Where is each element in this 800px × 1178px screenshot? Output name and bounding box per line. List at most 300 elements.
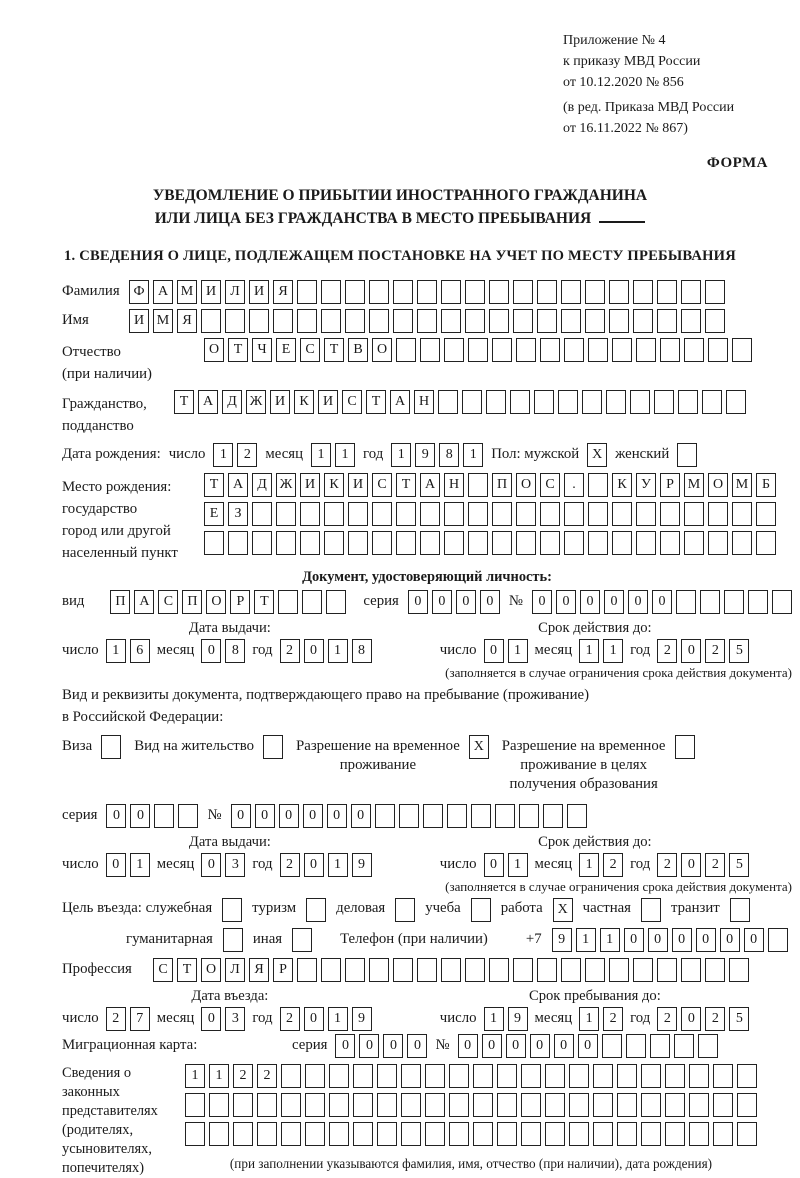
form-cell[interactable] — [101, 735, 121, 759]
form-cell[interactable]: 0 — [201, 853, 221, 877]
form-cell[interactable]: 0 — [484, 639, 504, 663]
form-cell[interactable]: 1 — [579, 1007, 599, 1031]
form-cell[interactable] — [348, 502, 368, 526]
form-cell[interactable]: 1 — [328, 853, 348, 877]
form-cell[interactable]: 0 — [106, 853, 126, 877]
form-cell[interactable]: Н — [444, 473, 464, 497]
form-cell[interactable] — [233, 1093, 253, 1117]
form-cell[interactable]: 2 — [603, 853, 623, 877]
form-cell[interactable] — [492, 338, 512, 362]
form-cell[interactable] — [588, 531, 608, 555]
form-cell[interactable] — [468, 473, 488, 497]
form-cell[interactable] — [713, 1064, 733, 1088]
form-cell[interactable]: 0 — [327, 804, 347, 828]
form-cell[interactable] — [225, 309, 245, 333]
form-cell[interactable] — [465, 309, 485, 333]
form-cell[interactable] — [756, 502, 776, 526]
form-cell[interactable] — [540, 531, 560, 555]
residence-issue-month-cells[interactable] — [201, 853, 245, 877]
form-cell[interactable] — [516, 531, 536, 555]
form-cell[interactable] — [209, 1122, 229, 1146]
form-cell[interactable] — [444, 531, 464, 555]
form-cell[interactable] — [543, 804, 563, 828]
form-cell[interactable] — [593, 1122, 613, 1146]
form-cell[interactable] — [417, 280, 437, 304]
form-cell[interactable] — [521, 1093, 541, 1117]
form-cell[interactable] — [561, 309, 581, 333]
form-cell[interactable] — [425, 1064, 445, 1088]
form-cell[interactable]: 9 — [352, 853, 372, 877]
form-cell[interactable]: У — [636, 473, 656, 497]
form-cell[interactable] — [684, 338, 704, 362]
form-cell[interactable]: 1 — [130, 853, 150, 877]
form-cell[interactable] — [468, 531, 488, 555]
form-cell[interactable] — [561, 280, 581, 304]
form-cell[interactable]: 9 — [508, 1007, 528, 1031]
form-cell[interactable] — [468, 338, 488, 362]
form-cell[interactable]: Д — [252, 473, 272, 497]
form-cell[interactable] — [585, 309, 605, 333]
form-cell[interactable] — [665, 1064, 685, 1088]
form-cell[interactable]: 0 — [335, 1034, 355, 1058]
form-cell[interactable] — [641, 1093, 661, 1117]
form-cell[interactable] — [602, 1034, 622, 1058]
form-cell[interactable]: 2 — [237, 443, 257, 467]
form-cell[interactable]: X — [587, 443, 607, 467]
form-cell[interactable] — [233, 1122, 253, 1146]
form-cell[interactable]: К — [612, 473, 632, 497]
form-cell[interactable] — [495, 804, 515, 828]
form-cell[interactable]: 0 — [578, 1034, 598, 1058]
form-cell[interactable]: 2 — [657, 853, 677, 877]
form-cell[interactable]: Е — [276, 338, 296, 362]
form-cell[interactable]: И — [201, 280, 221, 304]
form-cell[interactable] — [558, 390, 578, 414]
form-cell[interactable]: 1 — [484, 1007, 504, 1031]
form-cell[interactable]: 8 — [352, 639, 372, 663]
form-cell[interactable]: Ж — [246, 390, 266, 414]
form-cell[interactable] — [321, 309, 341, 333]
form-cell[interactable] — [510, 390, 530, 414]
form-cell[interactable] — [650, 1034, 670, 1058]
form-cell[interactable]: Я — [249, 958, 269, 982]
identity-issue-year-cells[interactable] — [280, 639, 372, 663]
form-cell[interactable]: 0 — [672, 928, 692, 952]
form-cell[interactable]: Р — [273, 958, 293, 982]
form-cell[interactable]: 0 — [681, 1007, 701, 1031]
form-cell[interactable]: М — [732, 473, 752, 497]
form-cell[interactable]: 0 — [696, 928, 716, 952]
form-cell[interactable] — [369, 309, 389, 333]
identity-valid-year-cells[interactable] — [657, 639, 749, 663]
residence-number-cells[interactable] — [231, 804, 587, 828]
form-cell[interactable] — [449, 1064, 469, 1088]
form-cell[interactable]: 2 — [280, 853, 300, 877]
form-cell[interactable] — [377, 1064, 397, 1088]
form-cell[interactable] — [297, 958, 317, 982]
identity-issue-day-cells[interactable] — [106, 639, 150, 663]
form-cell[interactable]: О — [201, 958, 221, 982]
form-cell[interactable] — [441, 280, 461, 304]
form-cell[interactable]: 2 — [257, 1064, 277, 1088]
form-cell[interactable]: 0 — [303, 804, 323, 828]
purpose-other-checkbox[interactable] — [292, 928, 312, 952]
form-cell[interactable] — [425, 1122, 445, 1146]
form-cell[interactable] — [689, 1064, 709, 1088]
form-cell[interactable]: А — [134, 590, 154, 614]
form-cell[interactable] — [449, 1122, 469, 1146]
form-cell[interactable] — [263, 735, 283, 759]
form-cell[interactable] — [612, 502, 632, 526]
form-cell[interactable] — [417, 309, 437, 333]
form-cell[interactable] — [441, 309, 461, 333]
form-cell[interactable]: 0 — [554, 1034, 574, 1058]
stay-year-cells[interactable] — [657, 1007, 749, 1031]
form-cell[interactable] — [534, 390, 554, 414]
form-cell[interactable] — [677, 443, 697, 467]
form-cell[interactable] — [756, 531, 776, 555]
form-cell[interactable] — [305, 1122, 325, 1146]
form-cell[interactable]: М — [684, 473, 704, 497]
citizenship-cells[interactable] — [174, 390, 746, 414]
form-cell[interactable] — [492, 502, 512, 526]
form-cell[interactable] — [393, 280, 413, 304]
form-cell[interactable] — [702, 390, 722, 414]
form-cell[interactable]: 0 — [530, 1034, 550, 1058]
form-cell[interactable]: Т — [396, 473, 416, 497]
form-cell[interactable]: 0 — [130, 804, 150, 828]
form-cell[interactable] — [519, 804, 539, 828]
form-cell[interactable] — [521, 1064, 541, 1088]
form-cell[interactable]: 1 — [185, 1064, 205, 1088]
form-cell[interactable]: X — [469, 735, 489, 759]
form-cell[interactable] — [582, 390, 602, 414]
edu-residence-option[interactable] — [502, 735, 695, 794]
residence-valid-year-cells[interactable] — [657, 853, 749, 877]
form-cell[interactable] — [302, 590, 322, 614]
form-cell[interactable]: Р — [660, 473, 680, 497]
form-cell[interactable]: М — [153, 309, 173, 333]
form-cell[interactable]: 0 — [407, 1034, 427, 1058]
form-cell[interactable] — [726, 390, 746, 414]
form-cell[interactable]: 0 — [351, 804, 371, 828]
form-cell[interactable] — [705, 309, 725, 333]
birth-month-cells[interactable] — [311, 443, 355, 467]
form-cell[interactable] — [545, 1122, 565, 1146]
form-cell[interactable] — [417, 958, 437, 982]
form-cell[interactable] — [641, 1064, 661, 1088]
form-cell[interactable] — [564, 338, 584, 362]
form-cell[interactable] — [353, 1122, 373, 1146]
stay-day-cells[interactable] — [484, 1007, 528, 1031]
form-cell[interactable]: А — [390, 390, 410, 414]
temp-residence-checkbox[interactable] — [469, 735, 489, 759]
form-cell[interactable] — [369, 958, 389, 982]
form-cell[interactable] — [345, 280, 365, 304]
form-cell[interactable] — [473, 1122, 493, 1146]
form-cell[interactable] — [657, 309, 677, 333]
form-cell[interactable]: 0 — [279, 804, 299, 828]
form-cell[interactable] — [681, 958, 701, 982]
purpose-tourism-checkbox[interactable] — [306, 898, 326, 922]
form-cell[interactable] — [567, 804, 587, 828]
form-cell[interactable]: 2 — [233, 1064, 253, 1088]
purpose-study-checkbox[interactable] — [471, 898, 491, 922]
form-cell[interactable] — [423, 804, 443, 828]
form-cell[interactable] — [377, 1093, 397, 1117]
form-cell[interactable]: Л — [225, 280, 245, 304]
form-cell[interactable] — [273, 309, 293, 333]
form-cell[interactable]: 0 — [580, 590, 600, 614]
form-cell[interactable] — [353, 1093, 373, 1117]
form-cell[interactable] — [675, 735, 695, 759]
visa-option[interactable] — [62, 735, 121, 759]
surname-cells[interactable] — [129, 280, 725, 304]
form-cell[interactable]: 0 — [408, 590, 428, 614]
form-cell[interactable] — [257, 1093, 277, 1117]
form-cell[interactable]: 9 — [352, 1007, 372, 1031]
form-cell[interactable]: 0 — [231, 804, 251, 828]
form-cell[interactable] — [489, 958, 509, 982]
form-cell[interactable]: 0 — [484, 853, 504, 877]
form-cell[interactable]: Ф — [129, 280, 149, 304]
form-cell[interactable] — [345, 309, 365, 333]
form-cell[interactable] — [375, 804, 395, 828]
migration-series-cells[interactable] — [335, 1034, 427, 1058]
residence-valid-month-cells[interactable] — [579, 853, 623, 877]
form-cell[interactable] — [489, 309, 509, 333]
form-cell[interactable] — [537, 958, 557, 982]
form-cell[interactable] — [700, 590, 720, 614]
form-cell[interactable] — [401, 1064, 421, 1088]
form-cell[interactable]: 1 — [209, 1064, 229, 1088]
form-cell[interactable]: 2 — [705, 853, 725, 877]
form-cell[interactable] — [377, 1122, 397, 1146]
form-cell[interactable]: С — [300, 338, 320, 362]
form-cell[interactable] — [724, 590, 744, 614]
form-cell[interactable]: Т — [324, 338, 344, 362]
form-cell[interactable] — [516, 338, 536, 362]
form-cell[interactable]: 0 — [556, 590, 576, 614]
form-cell[interactable] — [278, 590, 298, 614]
form-cell[interactable]: 3 — [225, 853, 245, 877]
form-cell[interactable] — [569, 1122, 589, 1146]
form-cell[interactable]: 0 — [652, 590, 672, 614]
form-cell[interactable] — [345, 958, 365, 982]
form-cell[interactable]: С — [342, 390, 362, 414]
form-cell[interactable]: О — [516, 473, 536, 497]
form-cell[interactable]: С — [540, 473, 560, 497]
form-cell[interactable] — [324, 502, 344, 526]
form-cell[interactable]: Т — [366, 390, 386, 414]
form-cell[interactable]: 1 — [508, 853, 528, 877]
form-cell[interactable] — [713, 1122, 733, 1146]
residence-issue-day-cells[interactable] — [106, 853, 150, 877]
form-cell[interactable]: З — [228, 502, 248, 526]
form-cell[interactable] — [425, 1093, 445, 1117]
form-cell[interactable] — [471, 898, 491, 922]
form-cell[interactable] — [617, 1122, 637, 1146]
form-cell[interactable] — [471, 804, 491, 828]
form-cell[interactable]: А — [228, 473, 248, 497]
form-cell[interactable] — [606, 390, 626, 414]
form-cell[interactable]: 0 — [106, 804, 126, 828]
form-cell[interactable] — [617, 1093, 637, 1117]
birth-place-cells-row1[interactable] — [204, 473, 776, 497]
identity-valid-day-cells[interactable] — [484, 639, 528, 663]
form-cell[interactable] — [569, 1064, 589, 1088]
form-cell[interactable] — [713, 1093, 733, 1117]
form-cell[interactable] — [276, 502, 296, 526]
form-cell[interactable]: 2 — [705, 639, 725, 663]
form-cell[interactable]: 1 — [106, 639, 126, 663]
residence-issue-year-cells[interactable] — [280, 853, 372, 877]
form-cell[interactable]: 0 — [432, 590, 452, 614]
form-cell[interactable] — [324, 531, 344, 555]
form-cell[interactable]: Ч — [252, 338, 272, 362]
form-cell[interactable]: Т — [177, 958, 197, 982]
form-cell[interactable]: Л — [225, 958, 245, 982]
form-cell[interactable]: М — [177, 280, 197, 304]
form-cell[interactable]: 1 — [600, 928, 620, 952]
form-cell[interactable] — [369, 280, 389, 304]
form-cell[interactable] — [636, 338, 656, 362]
form-cell[interactable]: X — [553, 898, 573, 922]
form-cell[interactable]: 0 — [506, 1034, 526, 1058]
form-cell[interactable] — [497, 1064, 517, 1088]
form-cell[interactable]: 0 — [255, 804, 275, 828]
form-cell[interactable] — [300, 502, 320, 526]
form-cell[interactable]: 0 — [648, 928, 668, 952]
migration-number-cells[interactable] — [458, 1034, 718, 1058]
form-cell[interactable]: 8 — [225, 639, 245, 663]
form-cell[interactable] — [281, 1122, 301, 1146]
form-cell[interactable] — [612, 338, 632, 362]
form-cell[interactable] — [609, 309, 629, 333]
form-cell[interactable]: 1 — [213, 443, 233, 467]
form-cell[interactable]: 1 — [463, 443, 483, 467]
form-cell[interactable] — [660, 502, 680, 526]
form-cell[interactable]: 1 — [603, 639, 623, 663]
form-cell[interactable]: С — [153, 958, 173, 982]
form-cell[interactable]: 1 — [579, 853, 599, 877]
form-cell[interactable] — [228, 531, 248, 555]
form-cell[interactable] — [564, 531, 584, 555]
identity-valid-month-cells[interactable] — [579, 639, 623, 663]
form-cell[interactable]: К — [294, 390, 314, 414]
stay-month-cells[interactable] — [579, 1007, 623, 1031]
form-cell[interactable] — [401, 1122, 421, 1146]
form-cell[interactable] — [489, 280, 509, 304]
form-cell[interactable]: 2 — [657, 1007, 677, 1031]
form-cell[interactable] — [281, 1064, 301, 1088]
birth-place-cells-row2[interactable] — [204, 502, 776, 526]
form-cell[interactable]: . — [564, 473, 584, 497]
form-cell[interactable] — [585, 280, 605, 304]
form-cell[interactable] — [420, 502, 440, 526]
form-cell[interactable]: 1 — [328, 639, 348, 663]
birth-place-cells-row3[interactable] — [204, 531, 776, 555]
form-cell[interactable] — [674, 1034, 694, 1058]
form-cell[interactable]: 5 — [729, 853, 749, 877]
identity-issue-month-cells[interactable] — [201, 639, 245, 663]
form-cell[interactable]: 0 — [604, 590, 624, 614]
form-cell[interactable] — [329, 1064, 349, 1088]
form-cell[interactable] — [609, 280, 629, 304]
form-cell[interactable] — [588, 338, 608, 362]
identity-kind-cells[interactable] — [110, 590, 346, 614]
form-cell[interactable] — [462, 390, 482, 414]
form-cell[interactable] — [593, 1093, 613, 1117]
purpose-commercial-checkbox[interactable] — [395, 898, 415, 922]
form-cell[interactable] — [223, 928, 243, 952]
form-cell[interactable] — [689, 1093, 709, 1117]
form-cell[interactable] — [593, 1064, 613, 1088]
form-cell[interactable]: А — [198, 390, 218, 414]
form-cell[interactable]: О — [206, 590, 226, 614]
form-cell[interactable] — [204, 531, 224, 555]
form-cell[interactable]: 2 — [657, 639, 677, 663]
form-cell[interactable] — [537, 309, 557, 333]
form-cell[interactable] — [737, 1122, 757, 1146]
form-cell[interactable] — [654, 390, 674, 414]
form-cell[interactable] — [497, 1093, 517, 1117]
purpose-humanitarian-checkbox[interactable] — [223, 928, 243, 952]
form-cell[interactable] — [705, 958, 725, 982]
form-cell[interactable] — [665, 1122, 685, 1146]
form-cell[interactable]: А — [153, 280, 173, 304]
form-cell[interactable] — [737, 1064, 757, 1088]
representatives-cells-row1[interactable] — [185, 1064, 757, 1088]
form-cell[interactable]: Ж — [276, 473, 296, 497]
form-cell[interactable] — [569, 1093, 589, 1117]
form-cell[interactable] — [732, 338, 752, 362]
form-cell[interactable] — [306, 898, 326, 922]
form-cell[interactable]: В — [348, 338, 368, 362]
form-cell[interactable] — [564, 502, 584, 526]
form-cell[interactable]: Т — [254, 590, 274, 614]
birth-year-cells[interactable] — [391, 443, 483, 467]
form-cell[interactable] — [396, 502, 416, 526]
form-cell[interactable] — [281, 1093, 301, 1117]
form-cell[interactable]: 0 — [681, 853, 701, 877]
form-cell[interactable] — [633, 309, 653, 333]
form-cell[interactable] — [636, 531, 656, 555]
form-cell[interactable] — [473, 1093, 493, 1117]
form-cell[interactable]: 9 — [415, 443, 435, 467]
form-cell[interactable] — [393, 309, 413, 333]
purpose-business-checkbox[interactable] — [222, 898, 242, 922]
form-cell[interactable] — [395, 898, 415, 922]
form-cell[interactable] — [497, 1122, 517, 1146]
form-cell[interactable]: 0 — [744, 928, 764, 952]
form-cell[interactable] — [698, 1034, 718, 1058]
form-cell[interactable] — [626, 1034, 646, 1058]
form-cell[interactable] — [513, 958, 533, 982]
form-cell[interactable]: Д — [222, 390, 242, 414]
form-cell[interactable]: 2 — [280, 639, 300, 663]
purpose-work-checkbox[interactable] — [553, 898, 573, 922]
form-cell[interactable] — [353, 1064, 373, 1088]
form-cell[interactable] — [708, 338, 728, 362]
representatives-cells-row2[interactable] — [185, 1093, 757, 1117]
form-cell[interactable]: П — [182, 590, 202, 614]
form-cell[interactable] — [730, 898, 750, 922]
form-cell[interactable] — [660, 338, 680, 362]
form-cell[interactable]: 0 — [359, 1034, 379, 1058]
form-cell[interactable]: 2 — [705, 1007, 725, 1031]
form-cell[interactable]: 2 — [280, 1007, 300, 1031]
